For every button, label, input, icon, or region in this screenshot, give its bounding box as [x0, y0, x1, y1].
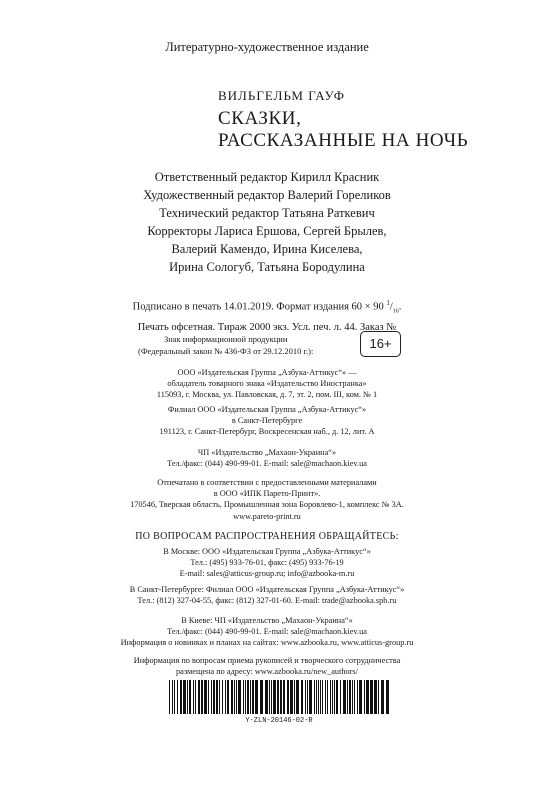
- book-title-line-2: РАССКАЗАННЫЕ НА НОЧЬ: [218, 130, 469, 151]
- distribution-spb: В Санкт-Петербурге: Филиал ООО «Издательская Группа „Азбука-Аттикус“» Тел.: (812) 327-04-55, факс: (812) 327-01-60. E-mail: trade@azbooka.spb.ru: [129, 585, 405, 606]
- publisher-block: ООО «Издательская Группа „Азбука-Аттикус“» — обладатель товарного знака «Издательство Иностранка» 115093, г. Москва, ул. Павловская, д. 7, эт. 2, пом. III, ком. № 1: [156, 368, 378, 400]
- credit-line: Художественный редактор Валерий Гореликов: [143, 188, 391, 202]
- distribution-heading: ПО ВОПРОСАМ РАСПРОСТРАНЕНИЯ ОБРАЩАЙТЕСЬ:: [135, 531, 399, 542]
- author-name: ВИЛЬГЕЛЬМ ГАУФ: [218, 88, 346, 103]
- genre-label: Литературно-художественное издание: [165, 40, 369, 54]
- print-line-1: Подписано в печать 14.01.2019. Формат издания 60 × 90 $^1/_{16}$.: [132, 299, 402, 315]
- publisher-branch-block: Филиал ООО «Издательская Группа „Азбука-Аттикус“» в Санкт-Петербурге 191123, г. Санкт-Петербург, Воскресенская наб., д. 12, лит. А: [159, 405, 375, 437]
- age-rating-badge: 16+: [360, 331, 401, 357]
- editorial-credits: [0, 168, 534, 276]
- credit-line: Ответственный редактор Кирилл Красник: [154, 170, 380, 184]
- print-details: [0, 295, 534, 336]
- credit-line: Ирина Сологуб, Татьяна Бородулина: [169, 260, 365, 274]
- credit-line: Технический редактор Татьяна Раткевич: [159, 206, 375, 220]
- manuscripts-info: Информация по вопросам приема рукописей и творческого сотрудничества размещена по адресу: www.azbooka.ru/new_authors/: [133, 656, 401, 677]
- publisher-ukraine-block: ЧП «Издательство „Махаон-Украина“» Тел./факс: (044) 490-99-01. E-mail: sale@machaon.kiev.ua: [167, 448, 367, 469]
- info-product-sign-text: Знак информационной продукции (Федеральный закон № 436-ФЗ от 29.12.2010 г.):: [138, 334, 314, 356]
- news-info: Информация о новинках и планах на сайтах: www.azbooka.ru, www.atticus-group.ru: [120, 638, 414, 647]
- credit-line: Корректоры Лариса Ершова, Сергей Брылев,: [147, 224, 387, 238]
- distribution-kiev: В Киеве: ЧП «Издательство „Махаон-Украина“» Тел./факс: (044) 490-99-01. E-mail: sale@machaon.kiev.ua: [167, 616, 367, 637]
- credit-line: Валерий Камендо, Ирина Киселева,: [171, 242, 363, 256]
- printer-block: Отпечатано в соответствии с предоставленными материалами в ООО «ИПК Парето-Принт». 170546, Тверская область, Промышленная зона Боровлево-1, комплекс № 3А. www.pareto-print.ru: [130, 478, 404, 521]
- book-title-line-1: СКАЗКИ,: [218, 108, 302, 129]
- barcode: [167, 680, 391, 714]
- barcode-number: Y-ZLN-20146-02-R: [245, 717, 313, 725]
- print-line-2: Печать офсетная. Тираж 2000 экз. Усл. печ. л. 44. Заказ №: [137, 321, 397, 333]
- distribution-moscow: В Москве: ООО «Издательская Группа „Азбука-Аттикус“» Тел.: (495) 933-76-01, факс: (495) 933-76-19 E-mail: sales@atticus-group.ru; info@azbooka-m.ru: [163, 547, 371, 579]
